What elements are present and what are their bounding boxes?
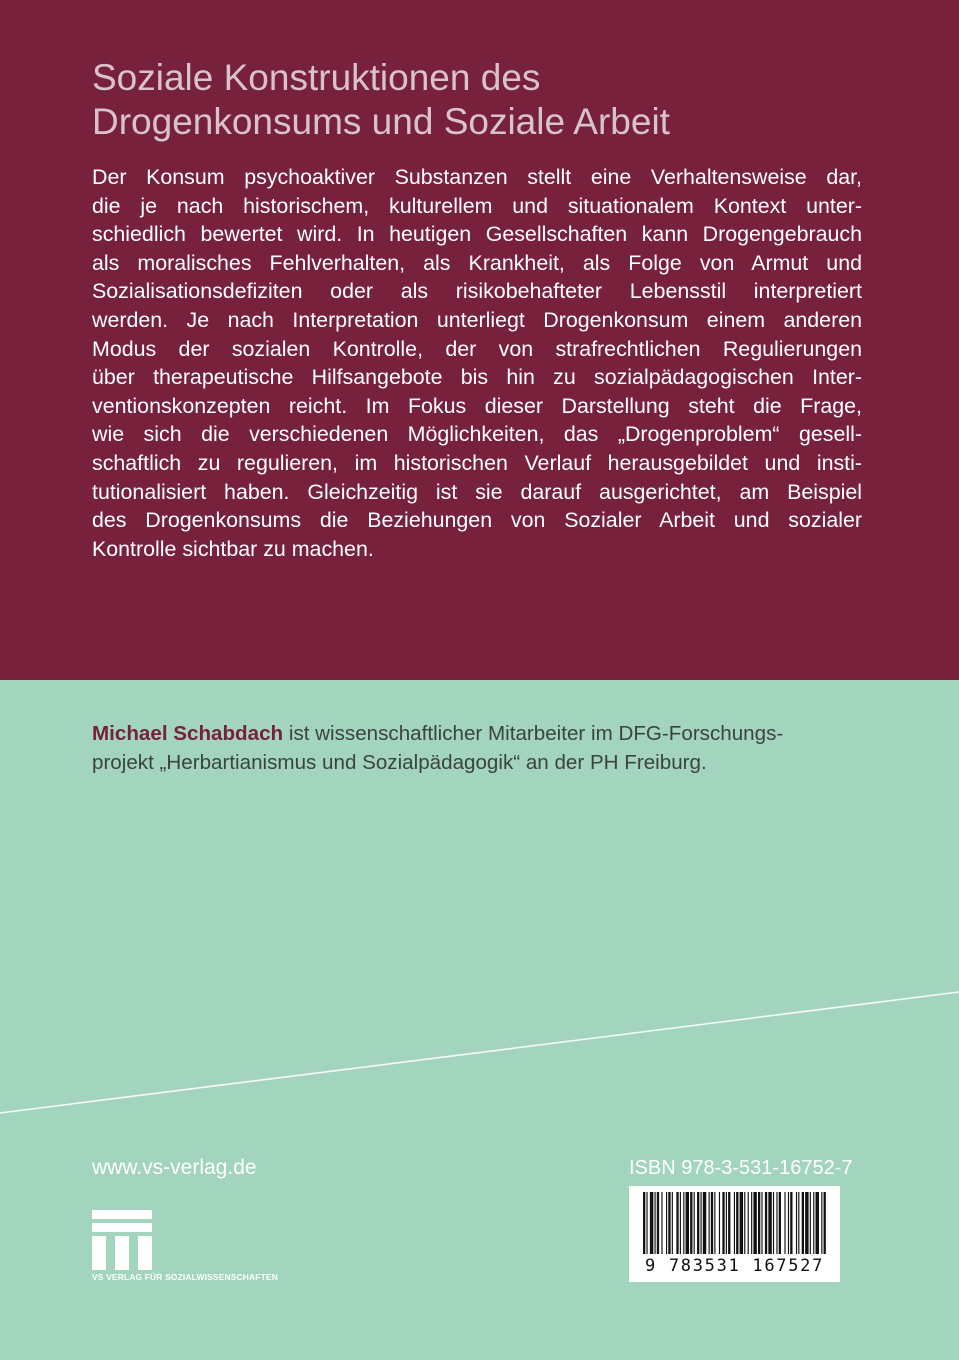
description-line: Kontrolle sichtbar zu machen. (92, 536, 374, 561)
barcode-bar (722, 1192, 724, 1254)
barcode-bar (765, 1192, 767, 1254)
book-title (92, 56, 912, 144)
barcode-bar (813, 1192, 814, 1254)
description-line: Modus der sozialen Kontrolle, der von strafrechtlichen Regulierungen (92, 336, 862, 361)
barcode-bar (709, 1192, 710, 1254)
barcode-bar (676, 1192, 678, 1254)
barcode-bar (690, 1192, 692, 1254)
barcode-bar (753, 1192, 756, 1254)
barcode-bar (740, 1192, 743, 1254)
description-line: ventionskonzepten reicht. Im Fokus dieser Darstellung steht die Frage, (92, 393, 862, 418)
barcode-bar (680, 1192, 681, 1254)
barcode-bar (657, 1192, 659, 1254)
barcode-bar (761, 1192, 762, 1254)
author-bio-text: ist wissenschaftlicher Mitarbeiter im DFG-Forschungs- (283, 722, 784, 745)
barcode-bar (821, 1192, 822, 1254)
description-line: Der Konsum psychoaktiver Substanzen stellt eine Verhaltensweise dar, (92, 165, 862, 189)
isbn: ISBN 978-3-531-16752-7 (629, 1157, 853, 1179)
barcode-bar (802, 1192, 804, 1254)
description-line: wie sich die verschiedenen Möglichkeiten, das „Drogenproblem“ gesell- (92, 422, 862, 447)
barcode-bar (703, 1192, 706, 1254)
title-line: Soziale Konstruktionen des (92, 57, 541, 98)
barcode-bar (650, 1192, 653, 1254)
barcode-bar (784, 1192, 785, 1254)
description-line: werden. Je nach Interpretation unterliegt Drogenkonsum einem anderen (92, 307, 862, 332)
barcode-bar (643, 1192, 645, 1254)
barcode-bar (697, 1192, 699, 1254)
author-name: Michael Schabdach (92, 722, 284, 745)
barcode-bar (668, 1192, 670, 1254)
barcode-bar (798, 1192, 799, 1254)
barcode-bar (672, 1192, 673, 1254)
barcode-bar (773, 1192, 774, 1254)
barcode-bar (758, 1192, 760, 1254)
barcode-bar (816, 1192, 819, 1254)
author-bio (92, 720, 862, 777)
barcode-bar (661, 1192, 662, 1254)
barcode-bar (736, 1192, 738, 1254)
barcode-bar (714, 1192, 715, 1254)
barcode-number: 9 783531 167527 (644, 1256, 825, 1276)
barcode-bar (768, 1192, 771, 1254)
barcode-bar (701, 1192, 702, 1254)
barcode-bar (751, 1192, 752, 1254)
barcode-bar (805, 1192, 808, 1254)
barcode-bar (796, 1192, 797, 1254)
barcode-bar (655, 1192, 656, 1254)
title-line: Drogenkonsums und Soziale Arbeit (92, 101, 670, 142)
author-bio-line: projekt „Herbartianismus und Sozialpädagogik“ an der PH Freiburg. (92, 750, 707, 774)
barcode-bar (711, 1192, 713, 1254)
barcode-bar (744, 1192, 745, 1254)
publisher-website[interactable]: www.vs-verlag.de (92, 1156, 257, 1179)
author-bio-line (92, 720, 862, 749)
barcode-bar (790, 1192, 792, 1254)
barcode (629, 1186, 840, 1282)
description-line: schiedlich bewertet wird. In heutigen Gesellschaften kann Drogengebrauch (92, 222, 862, 247)
barcode-bar (666, 1192, 667, 1254)
description-line: des Drogenkonsums die Beziehungen von Sozialer Arbeit und sozialer (92, 508, 862, 533)
barcode-bar (728, 1192, 730, 1254)
description-line: als moralisches Fehlverhalten, als Krankheit, als Folge von Armut und (92, 250, 862, 275)
barcode-bar (734, 1192, 735, 1254)
book-description (92, 163, 862, 563)
barcode-bar (748, 1192, 749, 1254)
barcode-bar (694, 1192, 695, 1254)
publisher-name: VS VERLAG FÜR SOZIALWISSENSCHAFTEN (92, 1272, 278, 1282)
barcode-bar (824, 1192, 826, 1254)
barcode-bar (646, 1192, 647, 1254)
description-line: Sozialisationsdefiziten oder als risikobehafteter Lebensstil interpretiert (92, 279, 862, 304)
barcode-bar (683, 1192, 684, 1254)
barcode-bar (788, 1192, 789, 1254)
barcode-bar (779, 1192, 781, 1254)
description-line: die je nach historischem, kulturellem und situationalem Kontext unter- (92, 193, 862, 218)
description-line: schaftlich zu regulieren, im historischen Verlauf herausgebildet und insti- (92, 450, 862, 475)
description-line: tutionalisiert haben. Gleichzeitig ist sie darauf ausgerichtet, am Beispiel (92, 479, 862, 504)
description-line: über therapeutische Hilfsangebote bis hin zu sozialpädagogischen Inter- (92, 365, 862, 390)
barcode-bar (726, 1192, 727, 1254)
barcode-bar (719, 1192, 720, 1254)
barcode-bar (810, 1192, 811, 1254)
barcode-bar (686, 1192, 689, 1254)
barcode-bar (776, 1192, 777, 1254)
